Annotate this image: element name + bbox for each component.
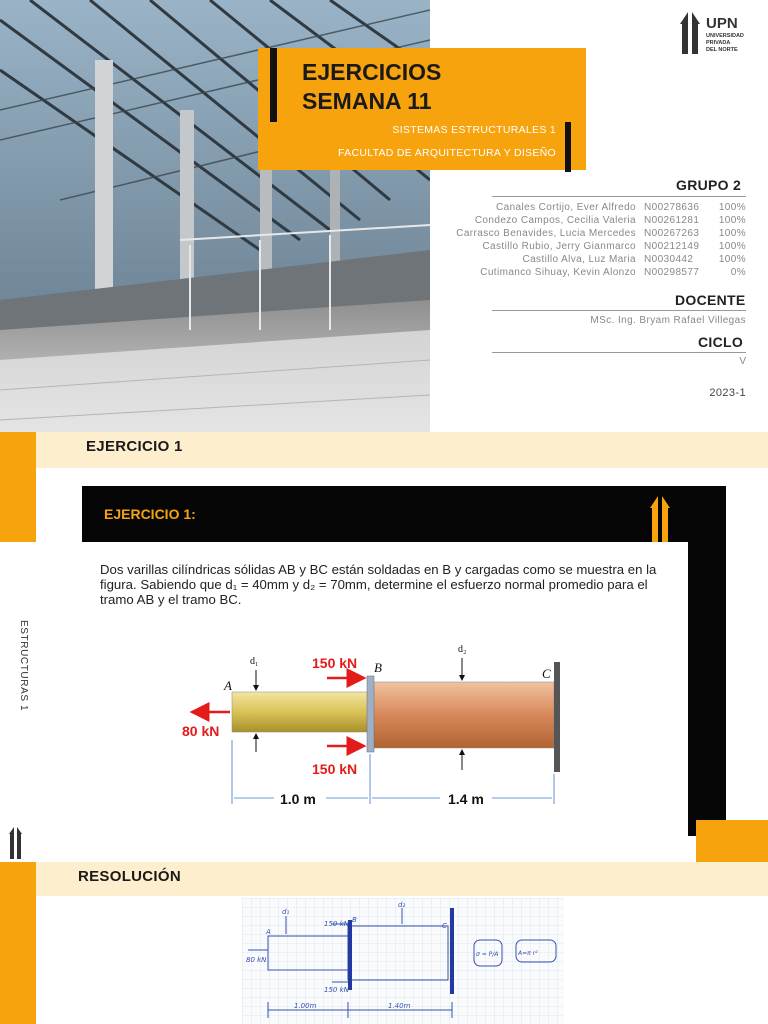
member-percent: 100% xyxy=(718,202,746,213)
side-logo-icon xyxy=(8,826,28,860)
load-left-label: 80 kN xyxy=(182,723,220,739)
exercise-figure xyxy=(170,640,590,815)
member-percent: 0% xyxy=(730,267,746,278)
exercise-logo-icon xyxy=(648,494,688,542)
resolution-sketch xyxy=(242,898,564,1024)
d1-label: d₁ xyxy=(250,656,259,667)
docente-rule xyxy=(492,310,746,311)
sketch-point-c: C xyxy=(442,922,447,930)
exercise-bar-title: EJERCICIO 1 xyxy=(86,438,183,455)
resolution-bar-title: RESOLUCIÓN xyxy=(78,868,182,885)
member-code: N0030442 xyxy=(644,254,694,265)
exercise-right-band xyxy=(688,486,726,836)
sketch-point-b: B xyxy=(352,916,357,924)
member-code: N00261281 xyxy=(644,215,700,226)
ciclo-rule xyxy=(492,352,746,353)
member-row xyxy=(0,241,768,254)
exercise-side-accent xyxy=(0,432,36,542)
logo-sub1: UNIVERSIDAD xyxy=(706,33,744,39)
group-title: GRUPO 2 xyxy=(676,177,742,193)
group-rule xyxy=(492,196,746,197)
sketch-len-bc: 1.40m xyxy=(388,1002,411,1010)
side-label: ESTRUCTURAS 1 xyxy=(18,620,29,712)
load-top-label: 150 kN xyxy=(312,655,358,671)
sketch-d1: d₁ xyxy=(282,908,290,916)
length-ab-label: 1.0 m xyxy=(280,791,316,807)
member-name: Castillo Alva, Luz Maria xyxy=(522,254,636,265)
member-code: N00212149 xyxy=(644,241,700,252)
point-a-label: A xyxy=(224,678,232,693)
plate-b xyxy=(367,676,374,752)
rod-ab xyxy=(232,692,368,732)
sketch-wall-c xyxy=(450,908,454,994)
document-title xyxy=(302,58,441,116)
member-code: N00298577 xyxy=(644,267,700,278)
exercise-orange-block xyxy=(696,820,768,862)
exercise-statement: Dos varillas cilíndricas sólidas AB y BC están soldadas en B y cargadas como se muestra en la figura. Sabiendo que d₁ = 40mm y d₂ = 70mm, determine el esfuerzo normal promedio para el tramo AB y el tramo BC. xyxy=(100,562,657,607)
sketch-load-top: 150 kN xyxy=(324,920,349,928)
sketch-len-ab: 1.00m xyxy=(294,1002,317,1010)
member-percent: 100% xyxy=(718,215,746,226)
sketch-d2: d₂ xyxy=(398,901,406,909)
member-name: Cutimanco Sihuay, Kevin Alonzo xyxy=(480,267,636,278)
member-row xyxy=(0,228,768,241)
member-name: Condezo Campos, Cecilia Valeria xyxy=(474,215,636,226)
member-code: N00278636 xyxy=(644,202,700,213)
d2-label: d₂ xyxy=(458,644,467,655)
load-bottom-label: 150 kN xyxy=(312,761,358,777)
title-line-2: SEMANA 11 xyxy=(302,88,432,114)
sketch-load-bottom: 150 kN xyxy=(324,986,349,994)
subtitle-accent-bar xyxy=(565,122,571,172)
sketch-formula-2: A=π r² xyxy=(518,950,538,957)
sketch-plate-b xyxy=(348,920,352,990)
ciclo-title: CICLO xyxy=(698,334,744,350)
member-row xyxy=(0,202,768,215)
member-row xyxy=(0,215,768,228)
member-code: N00267263 xyxy=(644,228,700,239)
rod-bc xyxy=(372,682,554,748)
sketch-point-a: A xyxy=(266,928,271,936)
docente-name: MSc. Ing. Bryam Rafael Villegas xyxy=(590,315,746,326)
course-name: SISTEMAS ESTRUCTURALES 1 xyxy=(392,124,556,136)
upn-logo xyxy=(678,10,758,56)
member-percent: 100% xyxy=(718,241,746,252)
member-row xyxy=(0,267,768,280)
logo-sub2: PRIVADA xyxy=(706,40,731,46)
sketch-formula-1: σ = P/A xyxy=(476,951,499,958)
faculty-name: FACULTAD DE ARQUITECTURA Y DISEÑO xyxy=(338,147,556,159)
exercise-label: EJERCICIO 1: xyxy=(104,506,196,522)
member-percent: 100% xyxy=(718,228,746,239)
docente-title: DOCENTE xyxy=(675,292,746,308)
member-row xyxy=(0,254,768,267)
wall-c xyxy=(554,662,560,772)
sketch-load-left: 80 kN xyxy=(246,956,267,964)
member-percent: 100% xyxy=(718,254,746,265)
title-line-1: EJERCICIOS xyxy=(302,59,442,85)
member-list xyxy=(0,202,768,280)
point-c-label: C xyxy=(542,666,551,681)
member-name: Carrasco Benavides, Lucia Mercedes xyxy=(456,228,636,239)
year: 2023-1 xyxy=(709,387,746,399)
point-b-label: B xyxy=(374,660,382,675)
member-name: Castillo Rubio, Jerry Gianmarco xyxy=(482,241,636,252)
title-accent-bar xyxy=(270,48,277,122)
ciclo-value: V xyxy=(739,356,746,367)
logo-sub3: DEL NORTE xyxy=(706,47,738,53)
member-name: Canales Cortijo, Ever Alfredo xyxy=(496,202,636,213)
logo-name: UPN xyxy=(706,15,738,32)
resolution-side-accent xyxy=(0,862,36,1024)
length-bc-label: 1.4 m xyxy=(448,791,484,807)
